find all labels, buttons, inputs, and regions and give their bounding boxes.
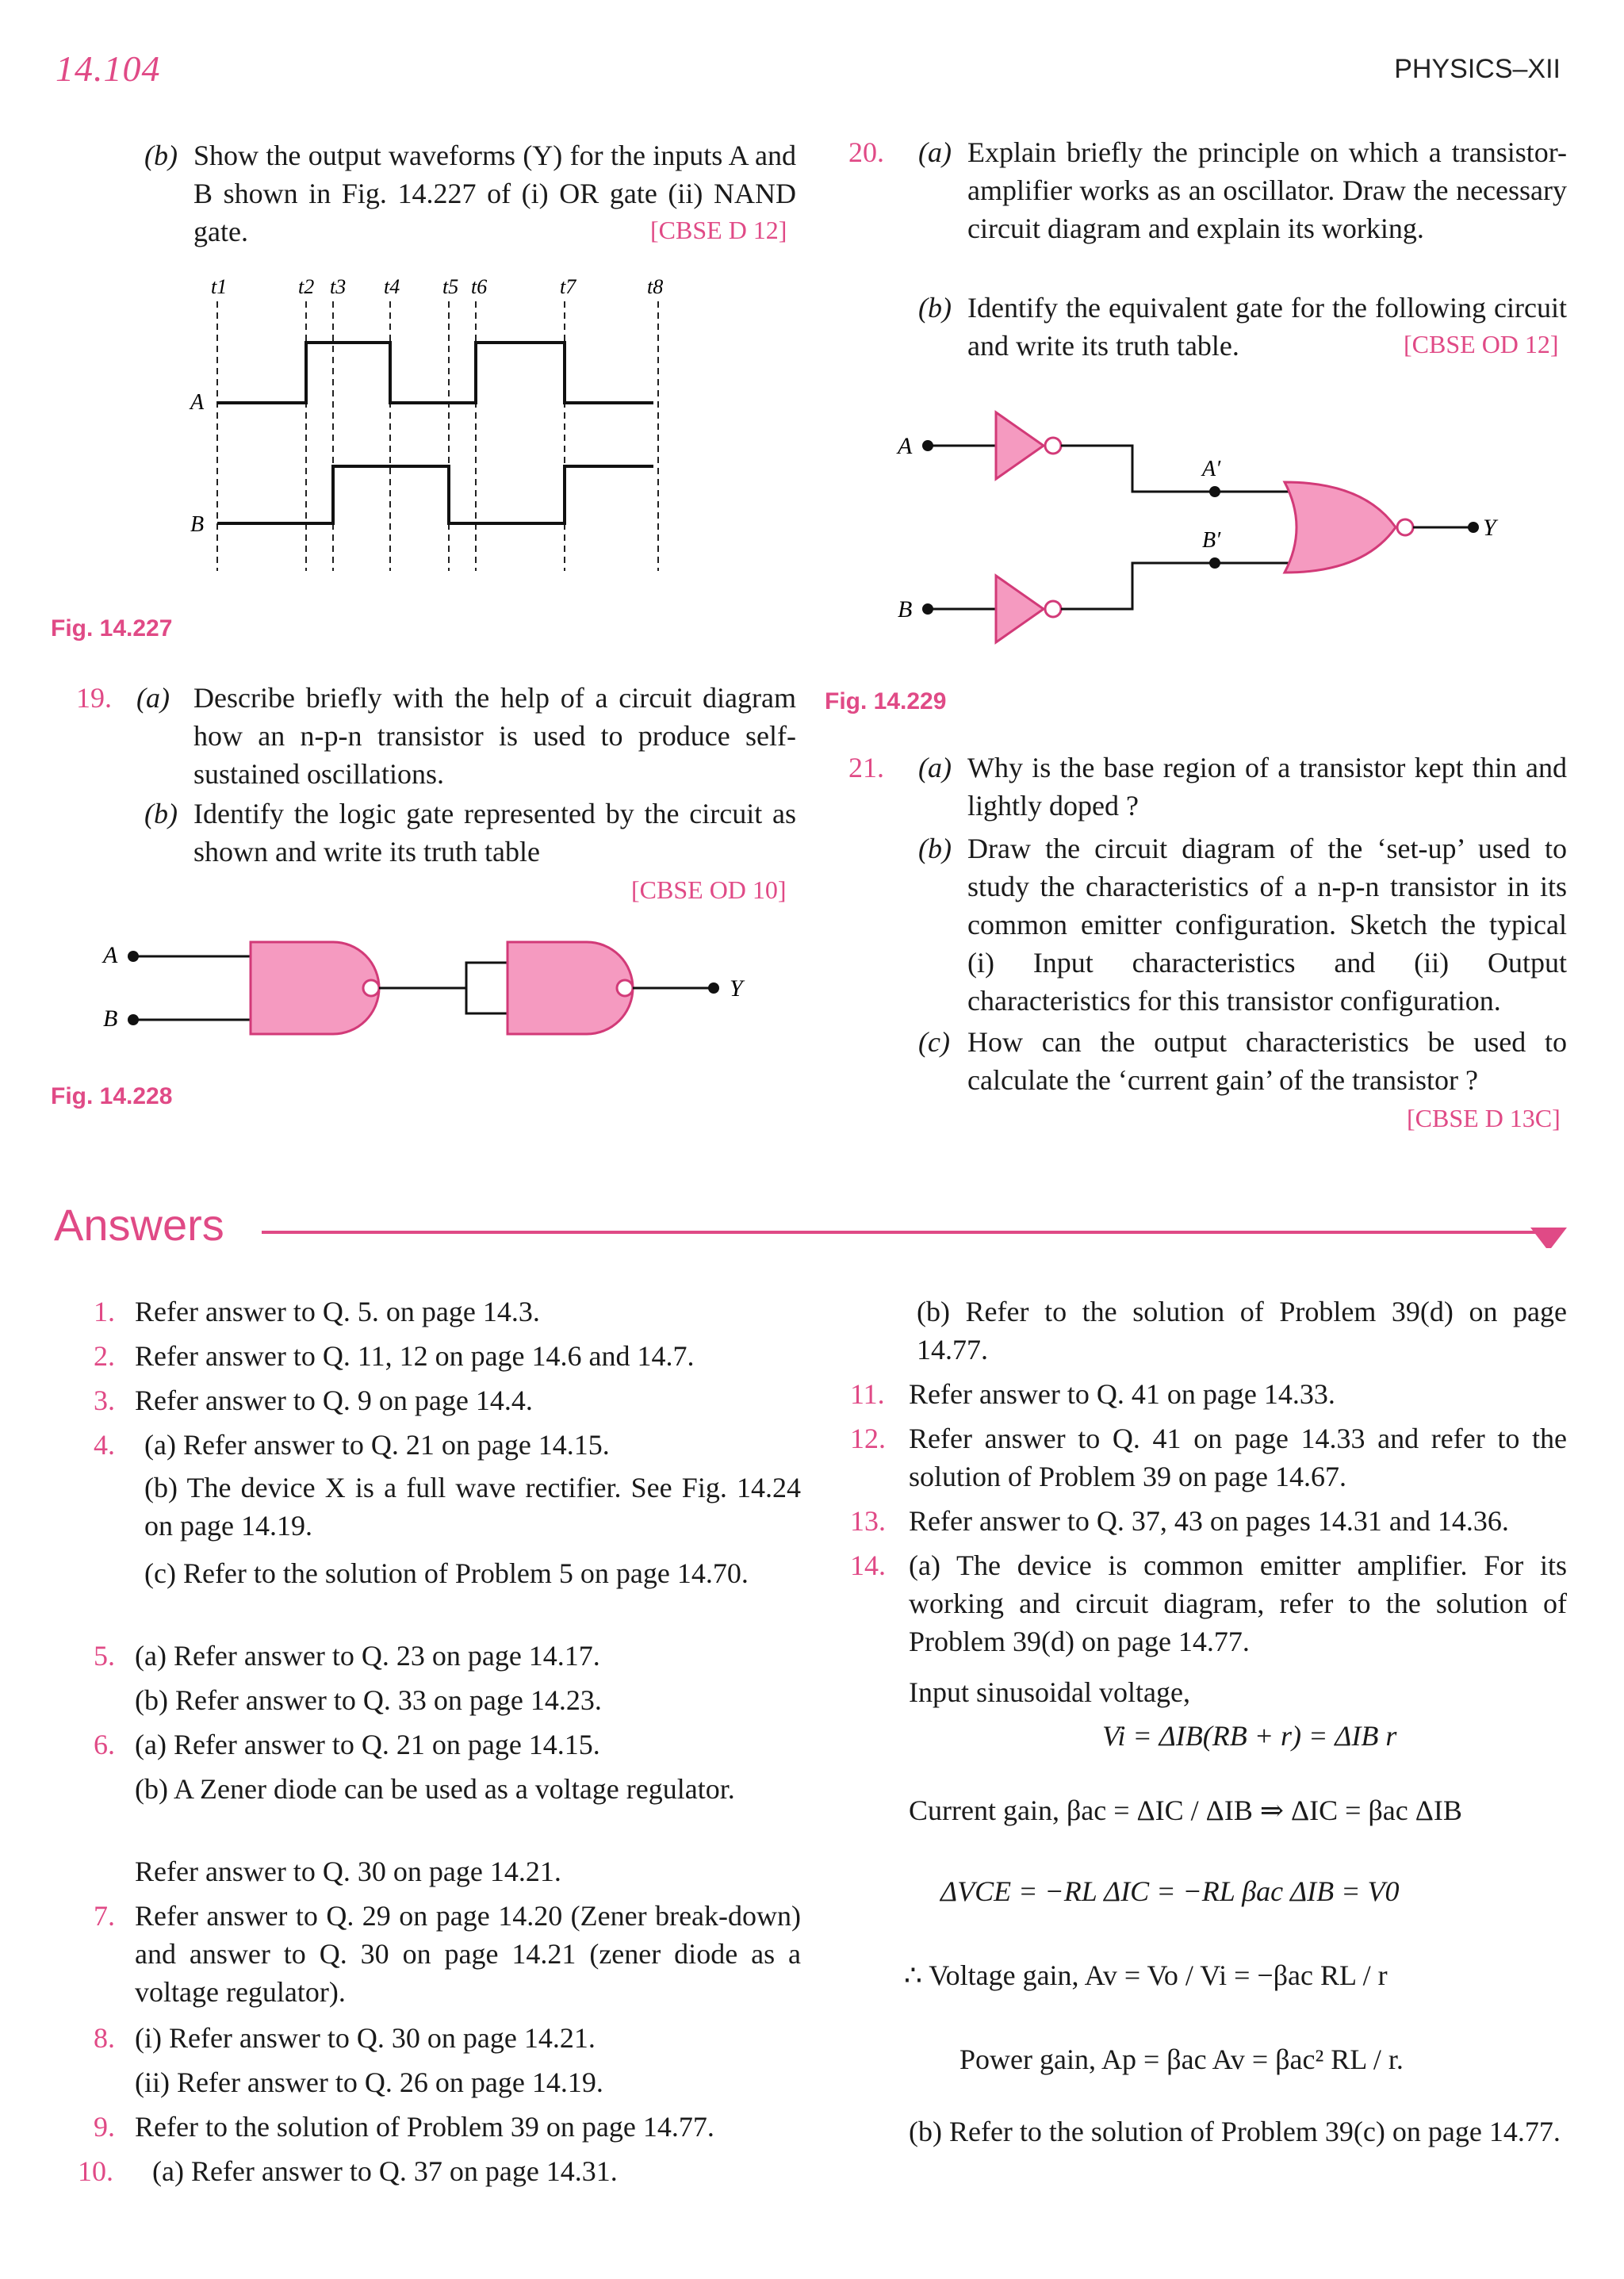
answer-14a: 14. (a) The device is common emitter amplifier. For its working and circuit diagram, refer to the solution of Problem 39(d) on page 14.77. (850, 1549, 1567, 1657)
answer-14b: (b) Refer to the solution of Problem 39(c) on page 14.77. (909, 2116, 1561, 2147)
q21-ref: [CBSE D 13C] (1407, 1104, 1561, 1132)
q21c-text: How can the output characteristics be used to calculate the ‘current gain’ of the transistor ? (967, 1026, 1567, 1096)
q18b-label: (b) (144, 140, 178, 171)
q21c-label: (c) (918, 1026, 950, 1058)
time-label-t7: t7 (560, 275, 576, 298)
fig228-label-b: B (103, 1005, 118, 1032)
fig229-label-b-prime: B′ (1202, 528, 1221, 553)
time-label-t2: t2 (298, 275, 315, 298)
answers-rule (262, 1216, 1570, 1248)
eq-delta-vce: ΔVCE = −RL ΔIC = −RL βac ΔIB = V0 (940, 1875, 1400, 1907)
fig229-label-b: B (898, 596, 913, 622)
q20a-text: Explain briefly the principle on which a transistor-amplifier works as an oscillator. Draw the necessary circuit diagram and explain its working. (967, 136, 1567, 244)
q19-number: 19. (76, 682, 112, 714)
eq-voltage-gain: ∴ Voltage gain, Av = Vo / Vi = −βac RL / r (904, 1959, 1388, 1991)
time-label-t3: t3 (330, 275, 347, 298)
fig228-label-a: A (103, 942, 118, 968)
q21b-text: Draw the circuit diagram of the ‘set-up’ used to study the characteristics of a n-p-n transistor in its common emitter configuration. Sketch the typical (i) Input characteristics and (ii) Output characteristics for this transistor configuration. (967, 833, 1567, 1017)
fig-14-227-waveforms (174, 270, 666, 587)
time-label-t1: t1 (211, 275, 228, 298)
q21a-text: Why is the base region of a transistor kept thin and lightly doped ? (967, 752, 1567, 822)
answer-10b: (b) Refer to the solution of Problem 39(d) on page 14.77. (917, 1296, 1567, 1365)
q21a-label: (a) (918, 752, 952, 783)
time-label-t5: t5 (442, 275, 459, 298)
fig229-label-a: A (898, 433, 913, 459)
wave-label-b: B (190, 512, 205, 537)
time-label-t4: t4 (384, 275, 400, 298)
q20a-label: (a) (918, 136, 952, 168)
fig228-label-y: Y (730, 975, 743, 1002)
page-number: 14.104 (56, 48, 161, 89)
answer-7: 7. Refer answer to Q. 29 on page 14.20 (Zener break-down) and answer to Q. 30 on page 14.21 (zener diode as a voltage regulator). (94, 1900, 801, 2008)
answers-heading: Answers (54, 1200, 224, 1250)
fig229-label-y: Y (1483, 515, 1496, 541)
fig-14-229-circuit (888, 396, 1538, 666)
q20-number: 20. (848, 136, 884, 168)
q18b-ref: [CBSE D 12] (650, 216, 787, 244)
eq-input-voltage: Vi = ΔIB(RB + r) = ΔIB r (1102, 1720, 1397, 1752)
q20b-label: (b) (918, 292, 952, 324)
q19a-label: (a) (136, 682, 170, 714)
time-label-t6: t6 (471, 275, 488, 298)
q20-ref: [CBSE OD 12] (1404, 330, 1559, 358)
fig-14-228-circuit (95, 928, 761, 1055)
q19-ref: [CBSE OD 10] (631, 875, 787, 904)
q19b-text: Identify the logic gate represented by the circuit as shown and write its truth table (193, 798, 796, 868)
eq-current-gain: Current gain, βac = ΔIC / ΔIB ⇒ ΔIC = βac ΔIB (909, 1794, 1462, 1826)
wave-label-a: A (190, 390, 205, 415)
q21-number: 21. (848, 752, 884, 783)
book-title: PHYSICS–XII (1394, 54, 1561, 84)
answer-4b: (b) The device X is a full wave rectifier. See Fig. 14.24 on page 14.19. (144, 1472, 801, 1542)
q19b-label: (b) (144, 798, 178, 829)
answer-12: 12. Refer answer to Q. 41 on page 14.33 and refer to the solution of Problem 39 on page 14.67. (850, 1423, 1567, 1492)
answer-4c: (c) Refer to the solution of Problem 5 on page 14.70. (144, 1557, 749, 1589)
q18b-text: Show the output waveforms (Y) for the inputs A and B shown in Fig. 14.227 of (i) OR gate (ii) NAND gate. (193, 140, 796, 247)
fig229-label-a-prime: A′ (1202, 457, 1221, 481)
q21b-label: (b) (918, 833, 952, 864)
q19a-text: Describe briefly with the help of a circuit diagram how an n-p-n transistor is used to produce self-sustained oscillations. (193, 682, 796, 790)
fig-14-227-caption: Fig. 14.227 (51, 615, 173, 642)
time-label-t8: t8 (647, 275, 664, 298)
fig-14-228-caption: Fig. 14.228 (51, 1083, 173, 1109)
q20b-text: Identify the equivalent gate for the following circuit and write its truth table. (967, 292, 1567, 362)
fig-14-229-caption: Fig. 14.229 (825, 688, 947, 714)
eq-power-gain: Power gain, Ap = βac Av = βac² RL / r. (959, 2043, 1404, 2075)
answer-6b: (b) A Zener diode can be used as a voltage regulator. (135, 1773, 735, 1805)
